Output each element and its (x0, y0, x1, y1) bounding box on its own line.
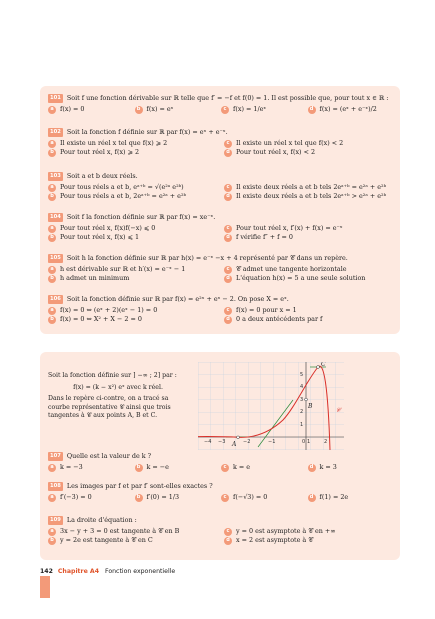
question-text: Soit a et b deux réels. (66, 172, 138, 180)
option-c[interactable] (224, 306, 394, 315)
option-text: f(x) = 0 pour x = 1 (236, 306, 297, 314)
question-text: La droite d'équation : (66, 516, 137, 524)
option-text: 𝒞 admet une tangente horizontale (236, 265, 347, 273)
y-tick-label: 5 (300, 372, 304, 378)
question-105 (48, 254, 394, 283)
question-101 (48, 94, 394, 114)
option-letter: b (48, 234, 56, 242)
question-104 (48, 213, 394, 242)
question-text: Soit f une fonction dérivable sur ℝ telle que f′ = −f et f(0) = 1. Il est possible que, pour tout x ∈ ℝ : (66, 94, 389, 102)
point-B (305, 398, 308, 401)
x-tick-label: 1 (307, 439, 311, 445)
option-text: f(x) = 1/eˣ (233, 105, 267, 113)
option-letter: b (135, 494, 143, 502)
option-a[interactable] (48, 527, 218, 536)
question-number: 101 (50, 95, 61, 101)
graph-intro (48, 372, 188, 424)
option-a[interactable] (48, 306, 218, 315)
option-d[interactable] (224, 536, 394, 545)
intro-formula: f(x) = (k − x²) eˣ avec k réel. (73, 383, 163, 391)
option-b[interactable] (135, 105, 222, 114)
option-letter: c (224, 307, 232, 315)
option-text: k = −e (146, 463, 169, 471)
question-text: Les images par f et par f′ sont-elles exactes ? (66, 482, 213, 490)
option-b[interactable] (48, 192, 218, 201)
option-text: f(x) = 0 ⇔ (eˣ + 2)(eˣ − 1) = 0 (60, 306, 158, 314)
option-letter: b (135, 106, 143, 114)
y-tick-label: 4 (300, 384, 304, 390)
x-tick-label: −2 (243, 439, 251, 445)
option-list (48, 105, 394, 114)
intro-line: Soit la fonction définie sur ] −∞ ; 2] par : (48, 372, 177, 379)
point-A (237, 436, 240, 439)
option-b[interactable] (48, 148, 218, 157)
option-letter: d (224, 149, 232, 157)
option-d[interactable] (308, 463, 395, 472)
option-letter: c (221, 494, 229, 502)
option-d[interactable] (224, 233, 394, 242)
option-letter: a (48, 225, 56, 233)
question-text: Soit la fonction définie sur ℝ par f(x) = e²ˣ + eˣ − 2. On pose X = eˣ. (66, 295, 289, 303)
option-list (48, 306, 394, 324)
option-text: k = e (233, 463, 251, 471)
y-tick-label: 1 (300, 422, 304, 428)
option-text: Pour tous réels a et b, 2eᵃ⁺ᵇ = e²ᵃ + e²ᵇ (60, 192, 187, 200)
option-c[interactable] (224, 527, 394, 536)
option-letter: b (48, 149, 56, 157)
option-c[interactable] (224, 139, 394, 148)
y-tick-label: 3 (300, 397, 304, 403)
option-text: f(x) = 0 ⇔ X² + X − 2 = 0 (60, 315, 142, 323)
option-text: k = −3 (60, 463, 83, 471)
option-a[interactable] (48, 493, 135, 502)
option-text: f(x) = 0 (60, 105, 85, 113)
option-d[interactable] (308, 105, 395, 114)
function-graph (198, 362, 344, 450)
option-letter: b (48, 316, 56, 324)
option-text: h est dérivable sur ℝ et h′(x) = e⁻ˣ − 1 (60, 265, 186, 273)
option-letter: a (48, 307, 56, 315)
option-letter: a (48, 528, 56, 536)
option-letter: b (48, 193, 56, 201)
option-list (48, 139, 394, 157)
option-letter: c (221, 464, 229, 472)
label-A: A (232, 441, 237, 448)
option-a[interactable] (48, 105, 135, 114)
option-text: Il existe un réel x tel que f(x) < 2 (236, 139, 344, 147)
question-number: 106 (50, 296, 61, 302)
point-C (317, 366, 320, 369)
option-text: Pour tout réel x, f(x)f(−x) ⩽ 0 (60, 224, 156, 232)
option-letter: b (48, 537, 56, 545)
label-C: C (321, 362, 326, 368)
option-b[interactable] (48, 536, 218, 545)
option-text: 0 a deux antécédents par f (236, 315, 323, 323)
question-103 (48, 172, 394, 201)
option-letter: a (48, 140, 56, 148)
x-tick-label: −3 (218, 439, 226, 445)
question-number: 102 (50, 129, 61, 135)
option-c[interactable] (221, 105, 308, 114)
option-letter: b (135, 464, 143, 472)
option-text: y = 2e est tangente à 𝒞 en C (60, 536, 153, 544)
option-list (48, 224, 394, 242)
option-letter: d (308, 464, 316, 472)
option-text: Il existe deux réels a et b tels 2eᵃ⁺ᵇ = e²ᵃ + e²ᵇ (236, 183, 387, 191)
question-text: Soit h la fonction définie sur ℝ par h(x) = e⁻ˣ −x + 4 représenté par 𝒞 dans un repère. (66, 254, 348, 262)
option-text: x = 2 est asymptote à 𝒞 (236, 536, 313, 544)
option-d[interactable] (308, 493, 395, 502)
option-a[interactable] (48, 139, 218, 148)
option-c[interactable] (224, 265, 394, 274)
page-number: 142 (40, 568, 53, 575)
option-text: Pour tous réels a et b, eᵃ⁺ᵇ = √(e²ᵃ e²ᵇ) (60, 183, 184, 191)
question-number: 109 (50, 517, 61, 523)
question-107 (48, 452, 394, 472)
option-letter: d (224, 234, 232, 242)
label-curve: 𝒞 (336, 407, 341, 414)
option-text: Il existe un réel x tel que f(x) ⩾ 2 (60, 139, 168, 147)
option-d[interactable] (224, 315, 394, 324)
option-text: k = 3 (319, 463, 337, 471)
question-number: 108 (50, 483, 61, 489)
option-letter: a (48, 184, 56, 192)
option-a[interactable] (48, 224, 218, 233)
option-text: f(x) = eˣ (146, 105, 174, 113)
option-d[interactable] (224, 148, 394, 157)
option-text: L'équation h(x) = 5 a une seule solution (236, 274, 366, 282)
option-list (48, 493, 394, 502)
option-a[interactable] (48, 463, 135, 472)
question-number: 103 (50, 173, 61, 179)
option-letter: a (48, 494, 56, 502)
option-a[interactable] (48, 265, 218, 274)
option-text: f(1) = 2e (319, 493, 349, 501)
origin-label: 0 (302, 439, 306, 445)
x-tick-label: −1 (268, 439, 276, 445)
option-b[interactable] (48, 315, 218, 324)
question-108 (48, 482, 394, 502)
question-text: Soit la fonction f définie sur ℝ par f(x) = eˣ + e⁻ˣ. (66, 128, 228, 136)
question-106 (48, 295, 394, 324)
x-tick-label: −4 (204, 439, 212, 445)
option-letter: c (224, 266, 232, 274)
option-text: f(x) = (eˣ + e⁻ˣ)/2 (319, 105, 377, 113)
question-text: Soit f la fonction définie sur ℝ par f(x) = xe⁻ˣ. (66, 213, 216, 221)
option-letter: d (308, 106, 316, 114)
option-b[interactable] (135, 493, 222, 502)
x-tick-label: 2 (324, 439, 328, 445)
page-footer (40, 568, 175, 576)
question-text: Quelle est la valeur de k ? (66, 452, 152, 460)
option-c[interactable] (221, 463, 308, 472)
option-b[interactable] (48, 274, 218, 283)
option-c[interactable] (221, 493, 308, 502)
option-list (48, 527, 394, 545)
option-text: f vérifie f″ + f = 0 (236, 233, 293, 241)
question-number: 105 (50, 255, 61, 261)
question-number: 104 (50, 214, 61, 220)
question-number: 107 (50, 453, 61, 459)
option-letter: c (224, 528, 232, 536)
option-text: h admet un minimum (60, 274, 130, 282)
option-text: Pour tout réel x, f(x) ⩾ 2 (60, 148, 140, 156)
option-c[interactable] (224, 224, 394, 233)
option-c[interactable] (224, 183, 394, 192)
option-text: f(−√3) = 0 (233, 493, 268, 501)
option-b[interactable] (135, 463, 222, 472)
option-list (48, 463, 394, 472)
option-d[interactable] (224, 274, 394, 283)
option-letter: d (224, 537, 232, 545)
option-text: Pour tout réel x, f(x) ⩽ 1 (60, 233, 140, 241)
option-letter: c (224, 140, 232, 148)
option-list (48, 265, 394, 283)
chapter-label: Chapitre A4 (57, 568, 100, 575)
question-102 (48, 128, 394, 157)
option-b[interactable] (48, 233, 218, 242)
option-a[interactable] (48, 183, 218, 192)
option-letter: a (48, 106, 56, 114)
option-text: 3x − y + 3 = 0 est tangente à 𝒞 en B (60, 527, 180, 535)
option-text: y = 0 est asymptote à 𝒞 en +∞ (236, 527, 336, 535)
chapter-tab (40, 576, 50, 598)
option-letter: c (224, 184, 232, 192)
chapter-title: Fonction exponentielle (105, 568, 176, 575)
y-tick-label: 2 (300, 409, 304, 415)
option-letter: c (224, 225, 232, 233)
option-list (48, 183, 394, 201)
option-letter: d (308, 494, 316, 502)
option-letter: d (224, 275, 232, 283)
option-letter: a (48, 266, 56, 274)
option-letter: d (224, 316, 232, 324)
option-text: Pour tout réel x, f(x) < 2 (236, 148, 316, 156)
option-letter: c (221, 106, 229, 114)
option-text: f′(0) = 1/3 (146, 493, 180, 501)
option-d[interactable] (224, 192, 394, 201)
option-text: Il existe deux réels a et b tels 2eᵃ⁺ᵇ > e²ᵃ + e²ᵇ (236, 192, 387, 200)
option-letter: b (48, 275, 56, 283)
label-B: B (308, 403, 313, 410)
option-letter: a (48, 464, 56, 472)
option-text: f′(−3) = 0 (60, 493, 92, 501)
option-text: Pour tout réel x, f′(x) + f(x) = e⁻ˣ (236, 224, 343, 232)
question-109 (48, 516, 394, 545)
option-letter: d (224, 193, 232, 201)
intro-description: Dans le repère ci-contre, on a tracé sa courbe représentative 𝒞 ainsi que trois tangentes à 𝒞 aux points A, B et C. (48, 395, 171, 419)
